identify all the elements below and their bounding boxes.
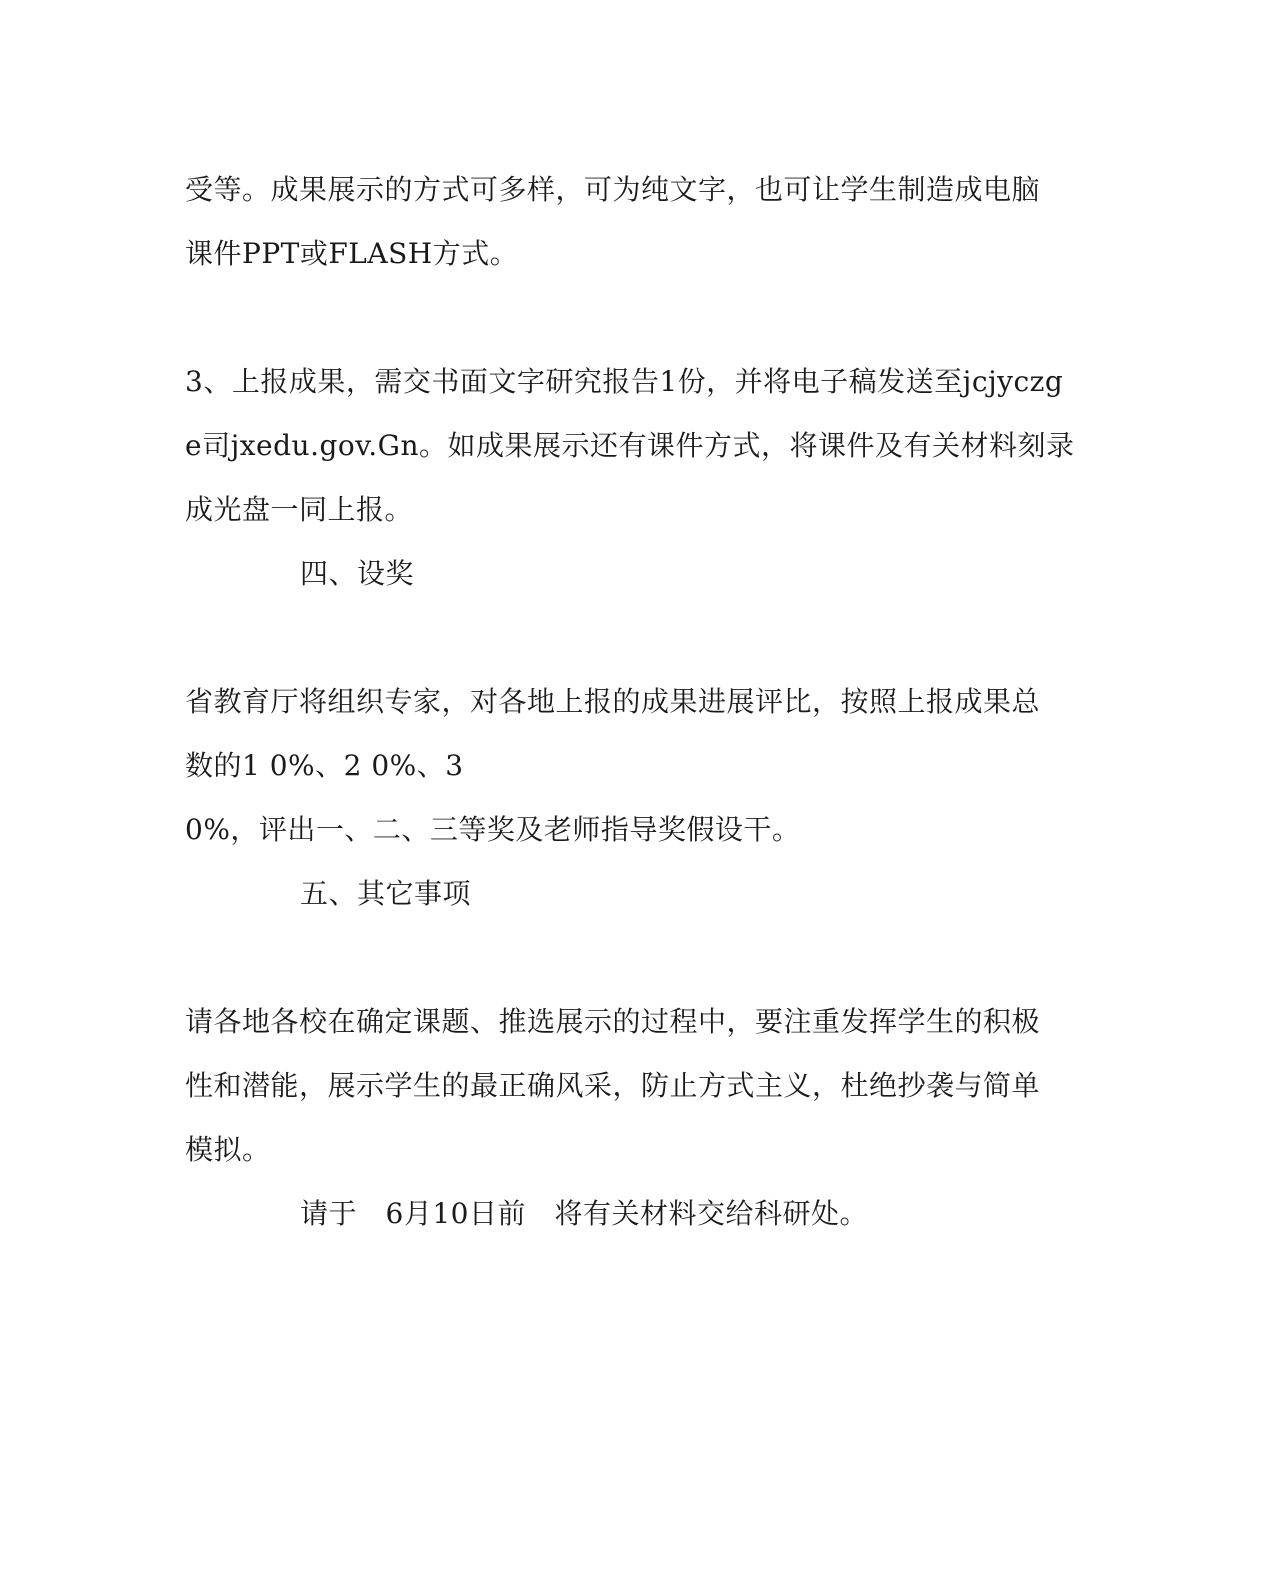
body-text-line: 请各地各校在确定课题、推选展示的过程中，要注重发挥学生的积极 <box>185 1005 1041 1038</box>
body-text-line: 课件PPT或FLASH方式。 <box>185 237 519 270</box>
body-text-line: 省教育厅将组织专家，对各地上报的成果进展评比，按照上报成果总 <box>185 685 1041 718</box>
body-text-line: 受等。成果展示的方式可多样，可为纯文字，也可让学生制造成电脑 <box>185 173 1041 206</box>
body-text-line: 0%，评出一、二、三等奖及老师指导奖假设干。 <box>185 813 801 846</box>
body-text-line: 模拟。 <box>185 1133 271 1166</box>
body-text-line: 3、上报成果，需交书面文字研究报告1份，并将电子稿发送至jcjyczg <box>185 365 1064 398</box>
deadline-note: 请于 6月10日前 将有关材料交给科研处。 <box>300 1197 868 1230</box>
section-heading: 四、设奖 <box>300 557 415 590</box>
body-text-line: e司jxedu.gov.Gn。如成果展示还有课件方式，将课件及有关材料刻录 <box>185 429 1075 462</box>
body-text-line: 成光盘一同上报。 <box>185 493 414 526</box>
body-text-line: 数的1 0%、2 0%、3 <box>185 749 464 782</box>
body-text-line: 性和潜能，展示学生的最正确风采，防止方式主义，杜绝抄袭与简单 <box>185 1069 1041 1102</box>
section-heading: 五、其它事项 <box>300 877 472 910</box>
